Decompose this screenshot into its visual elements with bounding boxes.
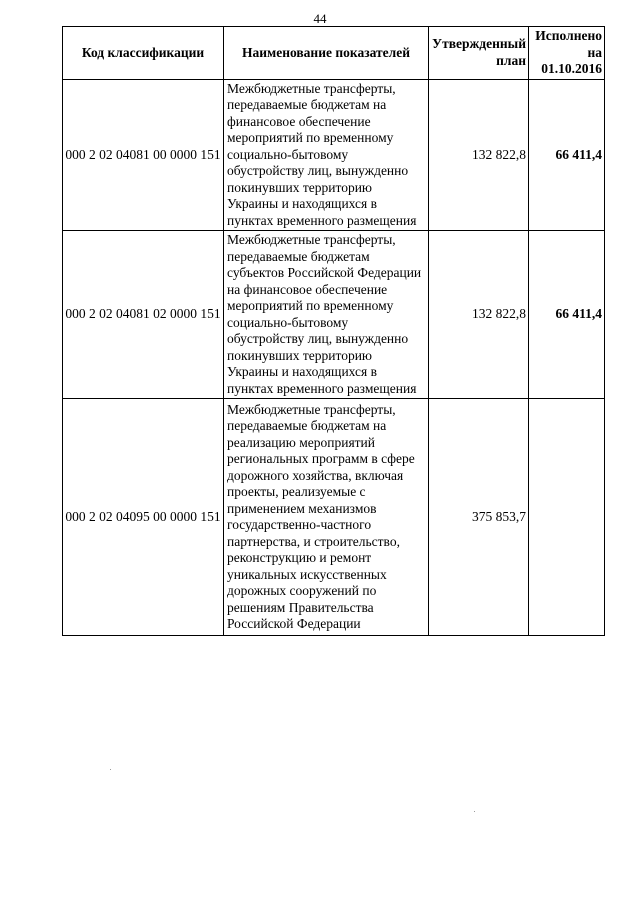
indicator-name: Межбюджетные трансферты, передаваемые бюджетам на финансовое обеспечение мероприятий по временному социально-бытовому обустройству лиц, вынужденно покинувших территорию Украины и находящихся в пунктах временного размещения (224, 79, 429, 231)
approved-plan-value: 132 822,8 (429, 231, 529, 399)
header-done: Исполнено на 01.10.2016 (529, 27, 605, 80)
executed-value (529, 399, 605, 636)
header-name: Наименование показателей (224, 27, 429, 80)
scan-speck (110, 769, 111, 770)
table-row (63, 231, 605, 399)
indicator-name: Межбюджетные трансферты, передаваемые бюджетам субъектов Российской Федерации на финансовое обеспечение мероприятий по временному социально-бытовому обустройству лиц, вынужденно покинувших территорию Украины и находящихся в пунктах временного размещения (224, 231, 429, 399)
table-row (63, 399, 605, 636)
approved-plan-value: 375 853,7 (429, 399, 529, 636)
table-header-row (63, 27, 605, 80)
indicator-name: Межбюджетные трансферты, передаваемые бюджетам на реализацию мероприятий региональных программ в сфере дорожного хозяйства, включая проекты, реализуемые с применением механизмов государственно-частного партнерства, и строительство, реконструкцию и ремонт уникальных искусственных дорожных сооружений по решениям Правительства Российской Федерации (224, 399, 429, 636)
classification-code: 000 2 02 04081 00 0000 151 (63, 79, 224, 231)
scan-speck (474, 811, 475, 812)
executed-value: 66 411,4 (529, 79, 605, 231)
header-code: Код классификации (63, 27, 224, 80)
budget-table (62, 26, 605, 636)
classification-code: 000 2 02 04095 00 0000 151 (63, 399, 224, 636)
approved-plan-value: 132 822,8 (429, 79, 529, 231)
page-number: 44 (313, 11, 327, 26)
classification-code: 000 2 02 04081 02 0000 151 (63, 231, 224, 399)
executed-value: 66 411,4 (529, 231, 605, 399)
header-plan: Утвержденный план (429, 27, 529, 80)
table-row (63, 79, 605, 231)
